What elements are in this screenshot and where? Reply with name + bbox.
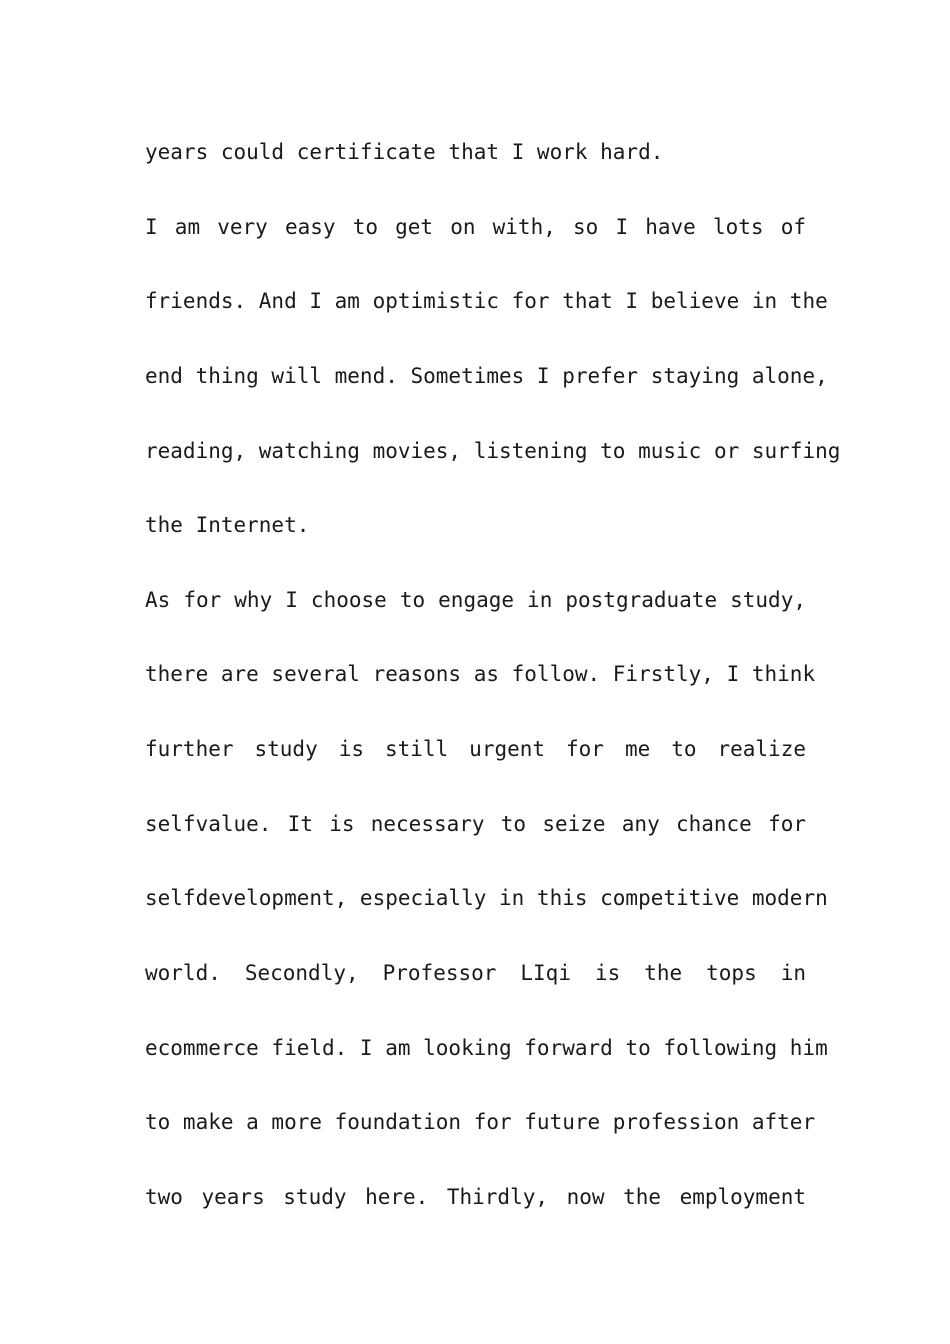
text-line: to make a more foundation for future profession after: [145, 1110, 816, 1135]
text-line: two years study here. Thirdly, now the employment: [145, 1184, 806, 1209]
text-line: selfdevelopment, especially in this competitive modern: [145, 886, 828, 911]
text-line: years could certificate that I work hard.: [145, 140, 664, 164]
text-line: end thing will mend. Sometimes I prefer staying alone,: [145, 363, 828, 388]
text-line: reading, watching movies, listening to music or surfing: [145, 438, 841, 463]
body-text: [145, 132, 841, 1252]
text-line: further study is still urgent for me to realize: [145, 737, 806, 762]
text-line: I am very easy to get on with, so I have lots of: [145, 214, 806, 239]
text-line: the Internet.: [145, 513, 310, 538]
text-line: As for why I choose to engage in postgraduate study,: [145, 587, 806, 612]
text-line: friends. And I am optimistic for that I believe in the: [145, 289, 828, 314]
text-line: selfvalue. It is necessary to seize any chance for: [145, 811, 806, 836]
text-line: world. Secondly, Professor LIqi is the tops in: [145, 961, 806, 986]
text-line: there are several reasons as follow. Firstly, I think: [145, 662, 816, 687]
text-line: ecommerce field. I am looking forward to following him: [145, 1035, 828, 1060]
